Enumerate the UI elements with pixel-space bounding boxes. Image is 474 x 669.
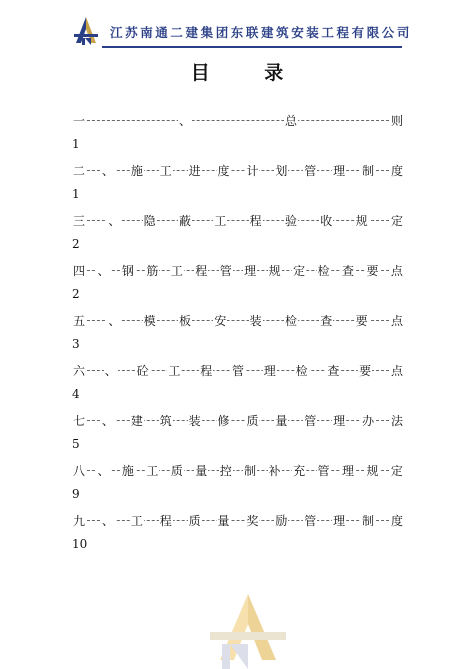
toc-entry-line [72, 112, 404, 130]
toc-entry-line [72, 162, 404, 180]
toc-entry-title: 一 、 总 则 [73, 114, 403, 128]
company-name: 江苏南通二建集团东联建筑安装工程有限公司 [110, 25, 413, 40]
toc-entry-line [72, 262, 404, 280]
toc-page-number: 4 [72, 387, 80, 401]
company-logo-watermark-icon [178, 588, 302, 669]
page-title: 目 录 [190, 62, 308, 84]
toc-entry-line [72, 512, 404, 530]
toc-entry-title: 五 、 模 板 安 装 检 查 要 点 [73, 314, 403, 328]
toc-entry[interactable] [72, 462, 404, 512]
toc-entry[interactable] [72, 362, 404, 412]
toc-page-number: 2 [72, 287, 80, 301]
toc-entry-title: 八 、 施 工 质 量 控 制 补 充 管 理 规 定 [73, 464, 403, 478]
toc-entry[interactable] [72, 262, 404, 312]
company-logo-icon [72, 16, 100, 46]
toc-page-number: 3 [72, 337, 80, 351]
toc-page-number: 1 [72, 137, 80, 151]
toc-page-number: 2 [72, 237, 80, 251]
toc-entry-title: 二 、 施 工 进 度 计 划 管 理 制 度 [73, 164, 403, 178]
toc-entry-title: 六 、 砼 工 程 管 理 检 查 要 点 [73, 364, 403, 378]
toc-entry-title: 九 、 工 程 质 量 奖 励 管 理 制 度 [73, 514, 403, 528]
toc-entry-title: 四 、 钢 筋 工 程 管 理 规 定 检 查 要 点 [73, 264, 403, 278]
toc-entry-line [72, 312, 404, 330]
toc-entry-line [72, 462, 404, 480]
toc-page-number: 9 [72, 487, 80, 501]
toc-entry-line [72, 212, 404, 230]
toc-page-number: 1 [72, 187, 80, 201]
header-divider [102, 46, 402, 48]
toc-entry[interactable] [72, 412, 404, 462]
toc-entry[interactable] [72, 162, 404, 212]
toc-entry-line [72, 412, 404, 430]
table-of-contents [72, 112, 404, 562]
toc-entry[interactable] [72, 312, 404, 362]
toc-entry[interactable] [72, 212, 404, 262]
toc-entry[interactable] [72, 112, 404, 162]
document-header [72, 14, 413, 48]
toc-entry-title: 三 、 隐 蔽 工 程 验 收 规 定 [73, 214, 403, 228]
toc-entry-line [72, 362, 404, 380]
toc-entry-title: 七 、 建 筑 装 修 质 量 管 理 办 法 [73, 414, 403, 428]
toc-entry[interactable] [72, 512, 404, 562]
toc-page-number: 10 [72, 537, 88, 551]
toc-page-number: 5 [72, 437, 80, 451]
